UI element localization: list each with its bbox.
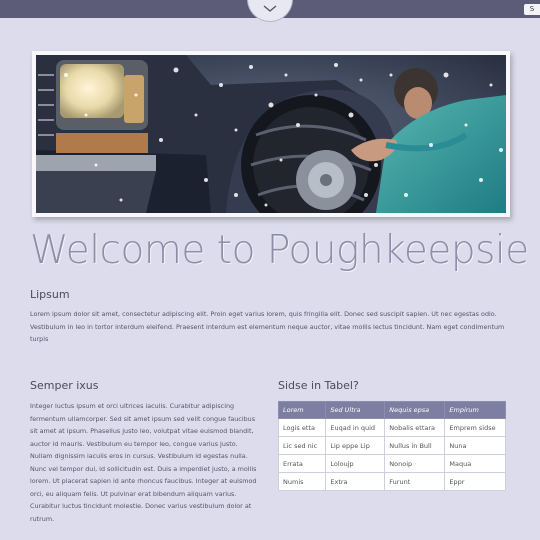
table-cell: Lip eppe Lip (326, 437, 385, 455)
table-header-cell: Lorem (279, 402, 326, 419)
table-row (279, 455, 506, 473)
table-cell: Euqad in quid (326, 419, 385, 437)
table-cell: Logis etta (279, 419, 326, 437)
search-button[interactable] (524, 4, 540, 15)
table-cell: Nuna (445, 437, 506, 455)
table-cell: Furunt (385, 473, 445, 491)
data-table (278, 401, 506, 491)
table-cell: Nonoip (385, 455, 445, 473)
table-cell: Eppr (445, 473, 506, 491)
page-title: Welcome to Poughkeepsie (30, 228, 529, 273)
chevron-down-icon (263, 5, 277, 12)
hero-image (36, 55, 506, 213)
search-icon: S (529, 5, 535, 13)
table-cell: Extra (326, 473, 385, 491)
table-cell: Lic sed nic (279, 437, 326, 455)
table-cell: Loloujp (326, 455, 385, 473)
table-cell: Emprem sidse (445, 419, 506, 437)
table-header-cell: Nequis epsa (385, 402, 445, 419)
lipsum-paragraph: Lorem ipsum dolor sit amet, consectetur adipiscing elit. Proin eget varius lorem, quis fringilla elit. Donec sed suscipit sapien. Ut nec egestas odio. Vestibulum in leo in tortor interdum eleifend. Praesent interdum est elementum neque auctor, vitae mollis lectus tincidunt. Nam eget condimentum turpis (30, 310, 505, 343)
table-cell: Nullus in Bull (385, 437, 445, 455)
lipsum-heading: Lipsum (30, 288, 70, 301)
menu-toggle-button[interactable] (247, 0, 293, 22)
semper-paragraph: Integer luctus ipsum et orci ultrices iaculis. Curabitur adipiscing fermentum ullamcorper. Sed sit amet ipsum sed velit congue faucibus sit amet at ipsum. Phasellus justo leo, volutpat vitae euismod blandit, auctor id mauris. Vestibulum eu tempor leo, congue varius justo. Nullam dignissim iaculis eros in cursus. Vestibulum id egestas nulla. Nunc vel tempor dui, id sollicitudin est. Duis a imperdiet justo, a mollis lorem. Ut placerat sapien id ante rhoncus faucibus. Integer at euismod orci, eu aliquam felis. Ut pulvinar erat bibendum aliquam varius. Curabitur luctus tincidunt molestie. Donec varius vestibulum dolor at rutrum. (30, 402, 257, 523)
table-row (279, 437, 506, 455)
table-header-row (279, 402, 506, 419)
table-cell: Numis (279, 473, 326, 491)
table-heading: Sidse in Tabel? (278, 379, 359, 392)
table-row (279, 473, 506, 491)
table-row (279, 419, 506, 437)
semper-heading: Semper ixus (30, 379, 99, 392)
hero-banner (32, 51, 510, 217)
table-cell: Nobalis ettara (385, 419, 445, 437)
table-cell: Maqua (445, 455, 506, 473)
table-cell: Errata (279, 455, 326, 473)
table-header-cell: Empirum (445, 402, 506, 419)
table-header-cell: Sed Ultra (326, 402, 385, 419)
